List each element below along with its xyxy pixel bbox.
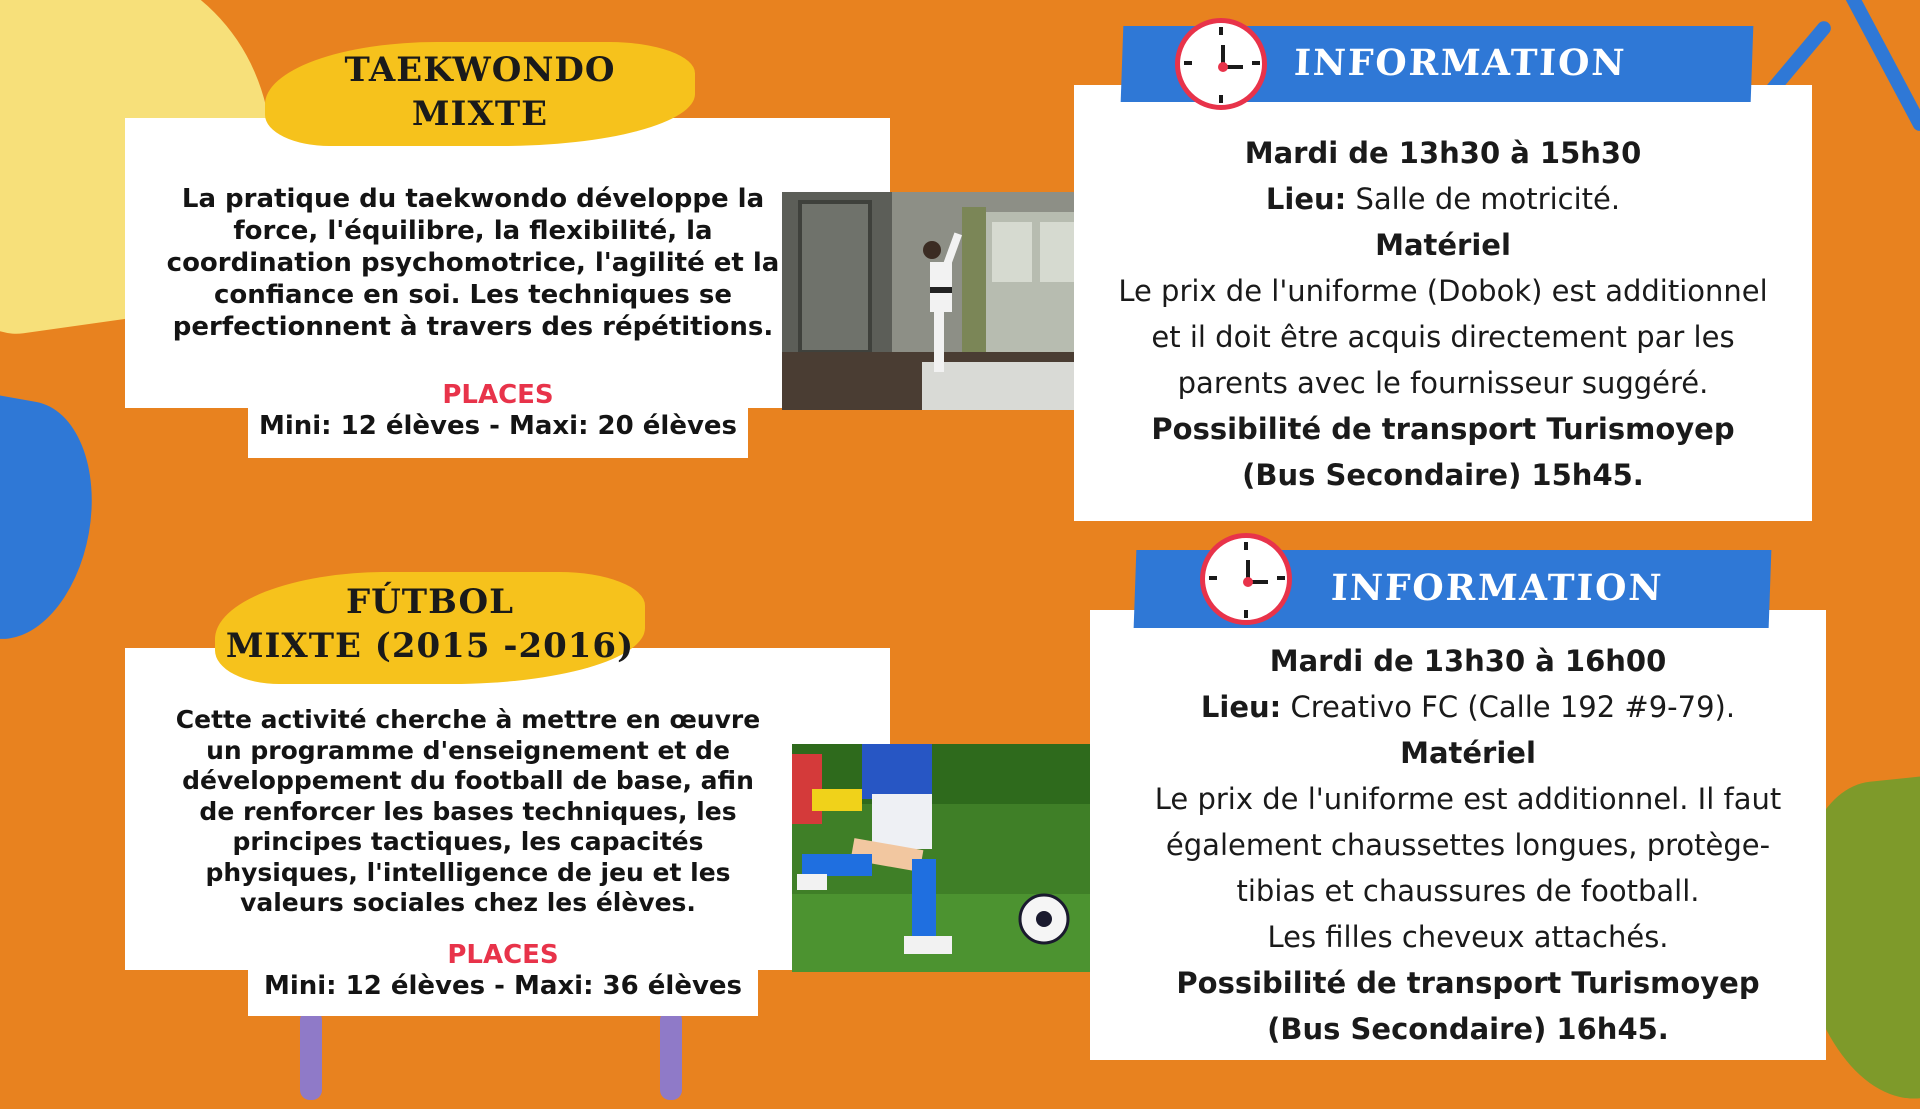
decor-purple-stroke <box>660 1010 682 1100</box>
futbol-title-line1: FÚTBOL <box>346 582 514 622</box>
futbol-photo-art <box>792 744 1127 972</box>
futbol-materiel-line: tibias et chaussures de football. <box>1236 874 1700 908</box>
taekwondo-schedule: Mardi de 13h30 à 15h30 <box>1244 136 1642 170</box>
futbol-materiel-line: Les filles cheveux attachés. <box>1267 920 1669 954</box>
taekwondo-transport-line: (Bus Secondaire) 15h45. <box>1242 458 1644 492</box>
futbol-places-label: PLACES <box>447 940 559 970</box>
futbol-materiel-label: Matériel <box>1400 736 1536 770</box>
taekwondo-info-banner-text: INFORMATION <box>1293 42 1628 84</box>
taekwondo-photo <box>782 192 1102 410</box>
taekwondo-description-text: La pratique du taekwondo développe la force, l'équilibre, la flexibilité, la coordination psychomotrice, l'agilité et la confiance en soi. Les techniques se perfectionnent à travers des répétitions. <box>166 184 780 342</box>
taekwondo-materiel-label: Matériel <box>1375 228 1511 262</box>
taekwondo-materiel-line: Le prix de l'uniforme (Dobok) est additionnel <box>1118 274 1768 308</box>
futbol-lieu-label: Lieu: <box>1200 690 1282 724</box>
taekwondo-photo-art <box>782 192 1102 410</box>
decor-blue-blob <box>0 389 110 651</box>
taekwondo-lieu-label: Lieu: <box>1265 182 1347 216</box>
taekwondo-title-line1: TAEKWONDO <box>344 50 616 90</box>
futbol-photo <box>792 744 1127 972</box>
futbol-description <box>168 705 768 919</box>
taekwondo-places <box>248 372 748 458</box>
futbol-title-line2: MIXTE (2015 -2016) <box>225 626 635 666</box>
futbol-lieu <box>1090 684 1846 730</box>
clock-icon <box>1175 18 1267 110</box>
futbol-places <box>248 934 758 1016</box>
futbol-materiel-line: Le prix de l'uniforme est additionnel. Il faut <box>1154 782 1782 816</box>
futbol-lieu-value: Creativo FC (Calle 192 #9-79). <box>1290 690 1736 724</box>
futbol-transport-line: (Bus Secondaire) 16h45. <box>1267 1012 1669 1046</box>
taekwondo-materiel-line: et il doit être acquis directement par les <box>1151 320 1735 354</box>
taekwondo-lieu <box>1074 176 1812 222</box>
futbol-schedule: Mardi de 13h30 à 16h00 <box>1269 644 1667 678</box>
clock-icon <box>1200 533 1292 625</box>
taekwondo-title-brush <box>265 42 695 146</box>
taekwondo-info-text <box>1074 130 1812 498</box>
taekwondo-places-label: PLACES <box>442 380 554 410</box>
futbol-description-text: Cette activité cherche à mettre en œuvre un programme d'enseignement et de développement du football de base, afin de renforcer les bases techniques, les principes tactiques, les capacités physiques, l'intelligence de jeu et les valeurs sociales chez les élèves. <box>175 705 761 917</box>
taekwondo-materiel-line: parents avec le fournisseur suggéré. <box>1177 366 1709 400</box>
taekwondo-transport-line: Possibilité de transport Turismoyep <box>1151 412 1735 446</box>
taekwondo-lieu-value: Salle de motricité. <box>1355 182 1621 216</box>
decor-purple-stroke <box>300 1010 322 1100</box>
decor-blue-stroke <box>1837 0 1920 133</box>
taekwondo-description <box>158 183 788 343</box>
taekwondo-title-line2: MIXTE <box>411 94 549 134</box>
futbol-title-brush <box>215 572 645 684</box>
futbol-transport-line: Possibilité de transport Turismoyep <box>1176 966 1760 1000</box>
futbol-info-banner-text: INFORMATION <box>1330 567 1665 609</box>
taekwondo-places-value: Mini: 12 élèves - Maxi: 20 élèves <box>258 411 738 441</box>
futbol-info-text <box>1090 638 1846 1052</box>
futbol-materiel-line: également chaussettes longues, protège- <box>1165 828 1771 862</box>
futbol-places-value: Mini: 12 élèves - Maxi: 36 élèves <box>263 971 743 1001</box>
